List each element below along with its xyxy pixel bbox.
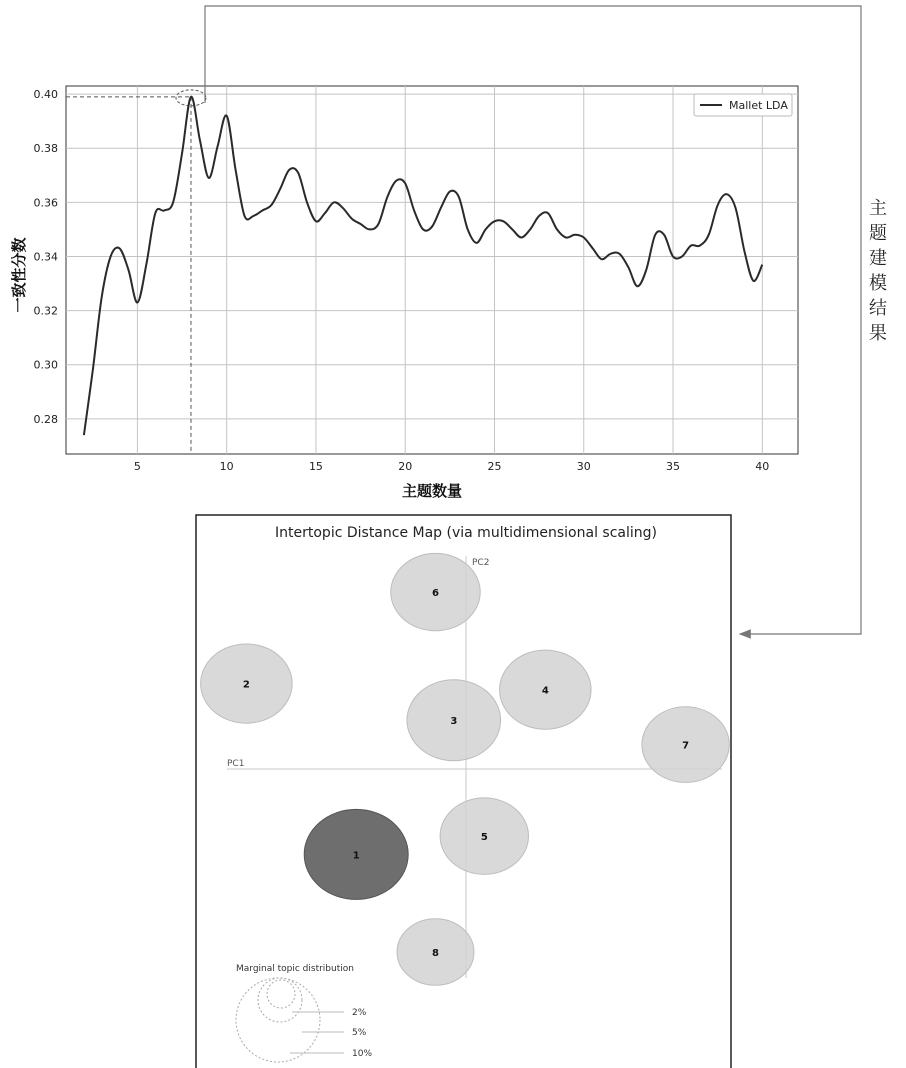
x-tick-label: 15: [308, 460, 323, 473]
y-tick-label: 0.28: [33, 412, 58, 426]
pc2-label: PC2: [472, 558, 490, 568]
y-tick-label: 0.40: [33, 88, 58, 102]
coherence-line-chart: [10, 86, 798, 500]
side-label-topic-modeling-result: [869, 198, 887, 344]
marginal-level-10: 10%: [352, 1049, 373, 1059]
side-label-char: 结: [869, 298, 887, 319]
map-title: Intertopic Distance Map (via multidimensional scaling): [275, 525, 657, 541]
topic-label: 6: [432, 588, 439, 600]
y-tick-label: 0.36: [33, 196, 58, 210]
legend: [694, 94, 792, 116]
topic-label: 4: [541, 685, 549, 697]
y-axis-title: 一致性分数: [10, 237, 28, 313]
pc1-label: PC1: [227, 759, 245, 769]
x-axis-title: 主题数量: [401, 482, 463, 500]
y-tick-label: 0.34: [33, 250, 58, 264]
topic-label: 3: [450, 716, 458, 728]
y-tick-label: 0.38: [33, 142, 58, 156]
topic-label: 2: [242, 679, 250, 691]
side-label-char: 主: [869, 198, 887, 219]
marginal-level-5: 5%: [352, 1028, 367, 1038]
topic-label: 1: [352, 850, 360, 862]
side-label-char: 题: [869, 223, 887, 244]
y-tick-label: 0.32: [33, 304, 58, 318]
marginal-level-2: 2%: [352, 1008, 367, 1018]
x-tick-label: 40: [755, 460, 770, 473]
x-tick-label: 20: [398, 460, 413, 473]
side-label-char: 模: [869, 273, 887, 294]
x-tick-label: 30: [576, 460, 591, 473]
topic-label: 8: [432, 948, 439, 959]
x-tick-label: 35: [666, 460, 681, 473]
x-tick-label: 5: [133, 460, 141, 473]
plot-frame: [66, 86, 798, 454]
x-tick-label: 25: [487, 460, 502, 473]
marginal-legend-title: Marginal topic distribution: [236, 964, 354, 974]
x-tick-label: 10: [219, 460, 234, 473]
topic-label: 7: [682, 740, 690, 752]
legend-entry-mallet-lda: Mallet LDA: [729, 99, 788, 112]
intertopic-distance-map: [196, 515, 731, 1068]
side-label-char: 果: [869, 323, 887, 344]
topic-label: 5: [480, 832, 488, 844]
side-label-char: 建: [869, 248, 887, 269]
y-tick-label: 0.30: [33, 358, 58, 372]
